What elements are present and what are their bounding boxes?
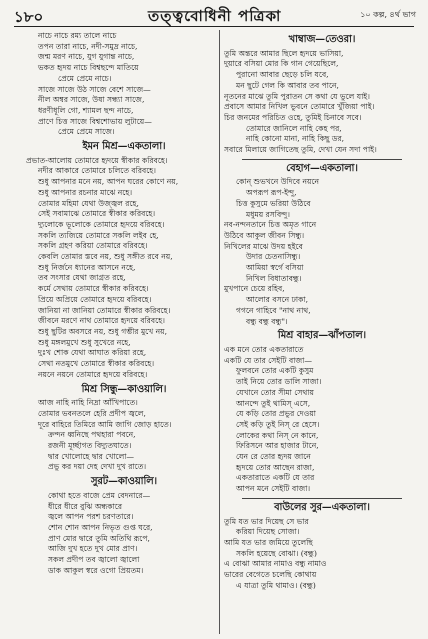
verse-line: কেবলি তোমার স্তবে নয়, শুধু সঙ্গীত রবে নয়,	[38, 252, 173, 262]
verse-line: সবারে মিলায়ে জাগিতেছ তুমি, দেখা যেন সদা পাই।	[224, 145, 377, 155]
verse-line: নব-নন্দনতানে চিত্ত অমৃত গানে	[224, 220, 317, 230]
journal-title: তত্ত্ববোধিনী পত্রিকা	[148, 7, 282, 25]
verse-line: এ বোঝা আমার নামাও বন্ধু নামাও	[224, 559, 327, 569]
verse-line: আলোর বসনে ঢাকা,	[246, 295, 309, 305]
verse-line: শুধু আপনার মনে নয়, আপন ঘরের কোণে নয়,	[38, 177, 179, 187]
verse-line: মন ছুটে গেল কি আবার তব পানে,	[236, 80, 339, 90]
verse-line: নয়নে নয়নে তোমারে হৃদয়ে বরিবহে।	[38, 369, 148, 379]
verse-line: গগনে গাহিবে "নাথ নাথ,	[236, 305, 311, 315]
verse-line: তোমার ভবনতলে হেরি প্রদীপ জ্বলে,	[38, 408, 146, 418]
verse-line: শুধু আপনার রচনার মাঝে নহে।	[38, 187, 133, 197]
verse-line: সকলি গ্রহণ করিয়া তোমারে বরিবহে।	[38, 241, 148, 251]
song-heading: সুরট—কাওয়ালি।	[90, 476, 158, 488]
song-heading: ইমন মিশ্র—একতালা।	[82, 141, 166, 153]
verse-line: দুয়ারে বসিয়া মোর কি গান গেয়েছিলে,	[224, 59, 339, 69]
verse-line: শোন শোন আপন নিভৃত গুপ্ত ঘরে,	[48, 522, 153, 532]
verse-line: লোকের কথা নিস্ নে কানে,	[236, 430, 319, 440]
section-divider	[242, 498, 402, 499]
verse-line: মুখপানে চেয়ে রহিব,	[224, 284, 285, 294]
verse-line: এ যাত্রা তুমি থামাও। (বন্ধু)	[236, 580, 316, 590]
verse-line: জীবনে মরণে নাথ তোমারে হৃদয়ে বরিবহে।	[38, 316, 165, 326]
verse-line: প্রভাত-আলোয় তোমারে হৃদয়ে স্বীকার করিবহে।	[26, 155, 168, 165]
verse-line: ডাক আকুল স্বরে ওগো প্রিয়তম।	[48, 565, 144, 575]
page-number: ১৮০	[14, 8, 44, 26]
verse-line: নূতনের মাঝে তুমি পুরাতন সে কথা যে ভুলে যাই।	[224, 91, 370, 101]
verse-line: সকলি ত্যজিয়ে তোমারে সকলি লইব হে,	[38, 230, 159, 240]
verse-line: নিখিল বিধাতাবন্ধু।	[246, 273, 302, 283]
verse-line: তোমার মহিমা যেথা উজ্জ্বল রহে,	[38, 198, 139, 208]
verse-line: সেথা নতমুখে তোমারে স্বীকার করিবহে।	[38, 359, 155, 369]
issue-label: ১০ কল্প, ৪র্থ ভাগ	[360, 10, 416, 19]
verse-line: ফুলবনে তোর একটি কুসুম	[236, 366, 314, 376]
verse-line: অপরূপ রূপ-ইন্দু,	[246, 188, 297, 198]
verse-line: একটি যে তার সেইটি বাজা—	[224, 355, 312, 365]
verse-line: জ্বলে আপন পরশ চরণতারে।	[48, 512, 134, 522]
verse-line: কোথা হতে বাজে প্রেম বেদনারে—	[48, 490, 151, 500]
verse-line: করিয়া দিয়েছ সোজা।	[236, 527, 300, 537]
verse-line: জানিয়া না জানিয়া তোমারে স্বীকার করিবহে।	[38, 305, 171, 315]
section-divider	[242, 159, 402, 160]
verse-line: নিখিলের মাঝে উদয় হইবে	[224, 241, 303, 251]
verse-line: আপন মনে সেইটি বাজা।	[236, 484, 311, 494]
verse-line: তাই নিয়ে তোর ডালি সাজা।	[236, 377, 322, 387]
verse-line: উদার চেতনাসিন্ধু।	[246, 252, 301, 262]
verse-line: আনন্দে তুই থামিস্ এসে,	[236, 398, 311, 408]
verse-line: নাচে নাচে রম্য তালে নাচে	[38, 31, 117, 40]
verse-line: সেই সবামাঝে তোমারে স্বীকার করিবহে।	[38, 209, 156, 219]
verse-line: যে কড়ি তোর প্রভুর দেওয়া	[236, 409, 317, 419]
verse-line: মধুময় রসবিন্দু।	[246, 209, 290, 219]
verse-line: শুধু মঙ্গলমুখে শুধু সুখেরে নহে,	[38, 337, 131, 347]
verse-line: প্রিয়ে অপ্রিয়ে তোমারে হৃদয়ে বরিবহে।	[38, 294, 152, 304]
verse-line: শুধু নির্জনে ধ্যানের আসনে নহে,	[38, 262, 136, 272]
verse-line: সকল প্রদীপ তব জ্বালো জ্বালো	[48, 555, 140, 565]
column-divider	[219, 30, 220, 634]
verse-line: চিত্ত কুসুমে ভরিয়া উঠিবে	[236, 198, 311, 208]
verse-line: সকলি হয়েছে বোঝা। (বন্ধু)	[236, 548, 317, 558]
song-heading: খাম্বাজ—তেওরা।	[288, 34, 356, 45]
song-heading: মিশ্র বাহার—ঝাঁপতাল।	[277, 330, 367, 342]
verse-line: তব সংসার যেথা জাগ্রত রহে,	[38, 273, 126, 283]
verse-line: জন্ম মরণ নাচে, যুগ যুগান্ত নাচে,	[38, 52, 135, 62]
verse-line: ভকত হৃদয় নাচে বিশ্বছন্দে মাতিয়ে	[38, 63, 139, 73]
verse-line: আজি দুখ হতে দুখ মোর প্রাণ।	[48, 544, 138, 554]
verse-line: দূরে বাহিরে তিমিরে আমি জাগি জোড় হাতে।	[38, 419, 172, 429]
verse-line: প্রাণে চিত্ত সাজে বিশ্বশোভায় লুটায়ে—	[38, 116, 152, 126]
verse-line: ক্রন্দন ধ্বনিছে পথহারা পবনে,	[48, 430, 136, 440]
verse-line: এক মনে তোর একতারাতে	[224, 344, 304, 354]
verse-line: কোন্ শুভখনে উদিবে নয়নে	[236, 177, 320, 187]
verse-line: তোমারে জানিলে নাহি কেহ পর,	[246, 123, 342, 133]
song-heading: বাউলের সুর—একতালা।	[274, 501, 370, 513]
right-column	[224, 31, 420, 633]
verse-line: নাহি কোনো মানা, নাহি কিছু ডর,	[246, 134, 345, 144]
verse-line: চির জনমের পরিচিত ওহে, তুমিই চিনাবে সবে।	[224, 112, 362, 122]
verse-line: প্রেমে প্রেমে নাচে।	[58, 73, 112, 83]
verse-line: ধরণীধূলি গো, শ্যামল ছন্দ নাচে,	[38, 105, 134, 115]
verse-line: হৃদয়ে তোর আছেন রাজা,	[236, 462, 315, 472]
verse-line: কর্মে সেথায় তোমারে স্বীকার করিবহে।	[38, 284, 149, 294]
verse-line: যেখানে তোর সীমা সেথায়	[236, 387, 314, 397]
left-column	[26, 31, 222, 633]
verse-line: ধীরে ধীরে বুঝি অন্ধকারে	[48, 501, 123, 511]
verse-line: তুমি অন্তরে আমার ছিলে হৃদয়ে ভাসিয়া,	[224, 48, 344, 58]
verse-line: দ্বার খোলোহে দ্বার খোলো—	[48, 451, 135, 461]
page-header	[8, 4, 420, 26]
verse-line: ভারের বেগেতে চলেছি কোথায়	[224, 570, 317, 580]
verse-line: আমি যত ভার জমিয়ে তুলেছি	[224, 537, 313, 547]
verse-line: উঠিবে আকুল জীবন সিন্ধু।	[224, 230, 305, 240]
verse-line: রজনী মূর্চ্ছাগত বিদ্যুতঘাতে।	[48, 441, 132, 451]
verse-line: সেই কড়ি তুই নিস্ রে হেসে।	[236, 419, 320, 429]
verse-line: পুরানো আবার ছেড়ে চলি যবে,	[236, 70, 329, 80]
verse-line: সাজে সাজে উঠ সাজে বেশে সাজে—	[38, 84, 151, 94]
song-heading: মিশ্র সিন্ধু—কাওয়ালি।	[81, 383, 167, 395]
verse-line: শুধু ছুটির অবসরে নয়, শুধু গম্ভীর মুখে নয়,	[38, 326, 168, 336]
verse-line: প্রবাসে আমার নিখিল ভুবনে তোমারে খুঁজিয়া পাই।	[224, 102, 375, 112]
verse-line: ফিরিসনে আর হাজার টানে,	[236, 441, 319, 451]
song-heading: বেহাগ—একতালা।	[286, 162, 358, 174]
verse-line: প্রেমে প্রেমে সাজে।	[58, 127, 115, 137]
verse-line: আমিয়া স্বর্গে বসিয়া	[246, 263, 304, 273]
verse-line: প্রভু কর দয়া দেহ দেখা দুখ রাতে।	[48, 462, 147, 472]
verse-line: প্রাণ মোর দ্বারে তুমি অতিথি রূপে,	[48, 533, 150, 543]
verse-line: বন্ধু বন্ধু বন্ধু"।	[246, 316, 288, 326]
verse-line: দুঃখ শোক যেথা আঘাত করিয়া রহে,	[38, 348, 147, 358]
verse-line: একতারাতে একটি যে তার	[236, 473, 315, 483]
verse-line: দ্যুলোকে ভূলোকে তোমারে হৃদয়ে বরিবহে।	[38, 219, 165, 229]
verse-line: তুমি যত ভার দিয়েছ সে ভার	[224, 516, 309, 526]
verse-line: নদীর আকারে তোমারে চলিতে বরিবহে।	[38, 166, 156, 176]
verse-line: আজ নাহি নাহি নিদ্রা আঁখিপাতে।	[38, 398, 138, 408]
header-rule	[14, 26, 414, 27]
verse-line: তপন তারা নাচে, নদী-সমুদ্র নাচে,	[38, 41, 138, 51]
verse-line: নীল অম্বর সাজে, উষা সন্ধ্যা সাজে,	[38, 95, 145, 105]
verse-line: যেন রে তোর হৃদয় জানে	[236, 452, 311, 462]
